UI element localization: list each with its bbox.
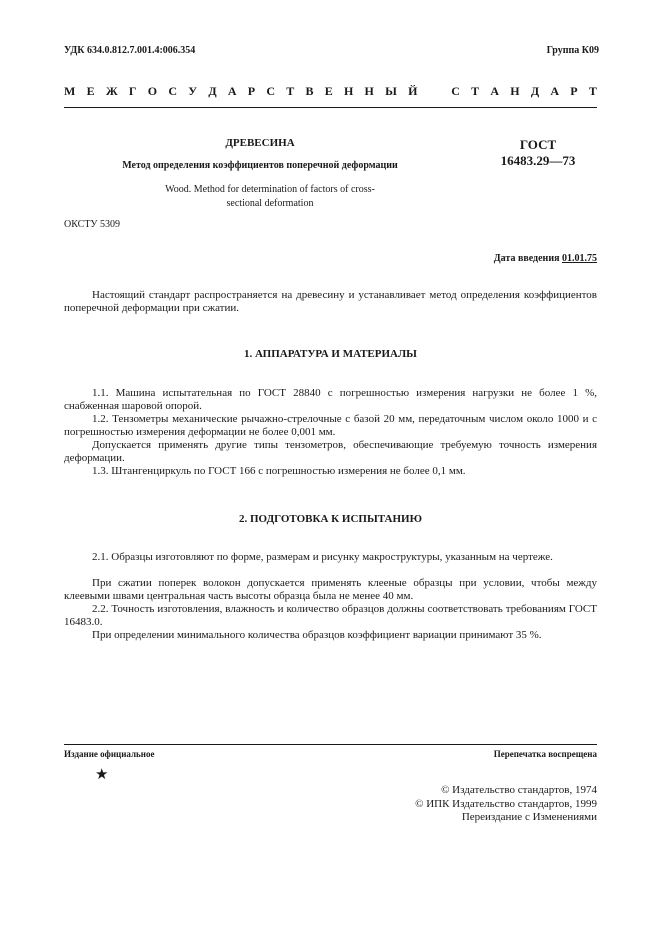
official-edition-label: Издание официальное (64, 749, 155, 759)
banner-letter: М (64, 84, 76, 98)
udk-code: УДК 634.0.812.7.001.4:006.354 (64, 45, 196, 56)
banner-letter: С (168, 84, 178, 98)
banner-letter: Т (471, 84, 480, 98)
copyright-1974: © Издательство стандартов, 1974 (441, 784, 597, 796)
banner-letter: Т (588, 84, 597, 98)
english-title-line-2: sectional deformation (226, 198, 314, 209)
banner-letter: Д (530, 84, 540, 98)
banner-letter: О (147, 84, 158, 98)
introduction-date (494, 253, 597, 264)
gost-number (478, 137, 598, 169)
english-title (140, 183, 400, 211)
copyright-1999: © ИПК Издательство стандартов, 1999 (415, 798, 597, 810)
section-1-para-4: 1.3. Штангенциркуль по ГОСТ 166 с погрешностью измерения не более 0,1 мм. (92, 465, 466, 477)
banner-letter: А (227, 84, 237, 98)
gost-label: ГОСТ (519, 137, 557, 152)
introduction-date-value: 01.01.75 (562, 253, 597, 264)
section-1-para-3: Допускается применять другие типы тензометров, обеспечивающие требуемую точность измерения деформации. (64, 439, 597, 464)
banner-letter: Й (408, 84, 418, 98)
banner-letter: Н (364, 84, 374, 98)
banner-letter: Е (324, 84, 333, 98)
section-2-para-2: При сжатии поперек волокон допускается применять клееные образцы при условии, чтобы между клеевыми швами центральная часть высоты образца была не менее 40 мм. (64, 577, 597, 602)
banner-letter: Ж (105, 84, 118, 98)
section-2-para-1: 2.1. Образцы изготовляют по форме, размерам и рисунку макроструктуры, указанным на чертеже. (92, 551, 553, 563)
banner-letter: С (451, 84, 460, 98)
introduction-date-label: Дата введения (493, 253, 562, 264)
banner-letter: Д (208, 84, 217, 98)
document-title: ДРЕВЕСИНА (225, 137, 295, 149)
banner-letter: В (305, 84, 314, 98)
banner-letter: Ы (385, 84, 397, 98)
banner-letter: У (188, 84, 198, 98)
okstu-code: ОКСТУ 5309 (64, 219, 121, 230)
banner-letter: Г (128, 84, 137, 98)
banner-letter: Н (510, 84, 520, 98)
banner-letter: Н (343, 84, 354, 98)
standard-banner (64, 84, 597, 99)
footer-divider (64, 744, 597, 745)
section-2-heading: 2. ПОДГОТОВКА К ИСПЫТАНИЮ (239, 513, 422, 525)
group-code: Группа К09 (546, 45, 599, 56)
banner-letter: А (490, 84, 500, 98)
banner-letter: Р (247, 84, 256, 98)
header-divider (64, 107, 597, 108)
section-2-para-3: 2.2. Точность изготовления, влажность и количество образцов должны соответствовать требованиям ГОСТ 16483.0. (64, 603, 597, 628)
reissue-note: Переиздание с Изменениями (461, 811, 597, 823)
banner-letter: А (550, 84, 560, 98)
banner-letter: Р (570, 84, 578, 98)
section-1-para-2: 1.2. Тензометры механические рычажно-стрелочные с базой 20 мм, передаточным числом около 1000 и с погрешностью измерения деформации не более 0,001 мм. (64, 413, 597, 438)
english-title-line-1: Wood. Method for determination of factors of cross- (165, 184, 375, 195)
reprint-prohibited-label: Перепечатка воспрещена (493, 749, 597, 759)
scope-paragraph: Настоящий стандарт распространяется на древесину и устанавливает метод определения коэффициентов поперечной деформации при сжатии. (64, 289, 597, 314)
document-subtitle: Метод определения коэффициентов поперечной деформации (122, 160, 398, 171)
banner-letter: Т (286, 84, 295, 98)
section-1-para-1: 1.1. Машина испытательная по ГОСТ 28840 с погрешностью измерения нагрузки не более 1 %, снабженная шаровой опорой. (64, 387, 597, 412)
banner-letter: С (266, 84, 275, 98)
banner-letter: Е (86, 84, 95, 98)
section-1-heading: 1. АППАРАТУРА И МАТЕРИАЛЫ (244, 348, 417, 360)
gost-code: 16483.29—73 (500, 153, 576, 168)
section-2-para-4: При определении минимального количества образцов коэффициент вариации принимают 35 %. (92, 629, 542, 641)
star-icon: ★ (95, 767, 109, 783)
